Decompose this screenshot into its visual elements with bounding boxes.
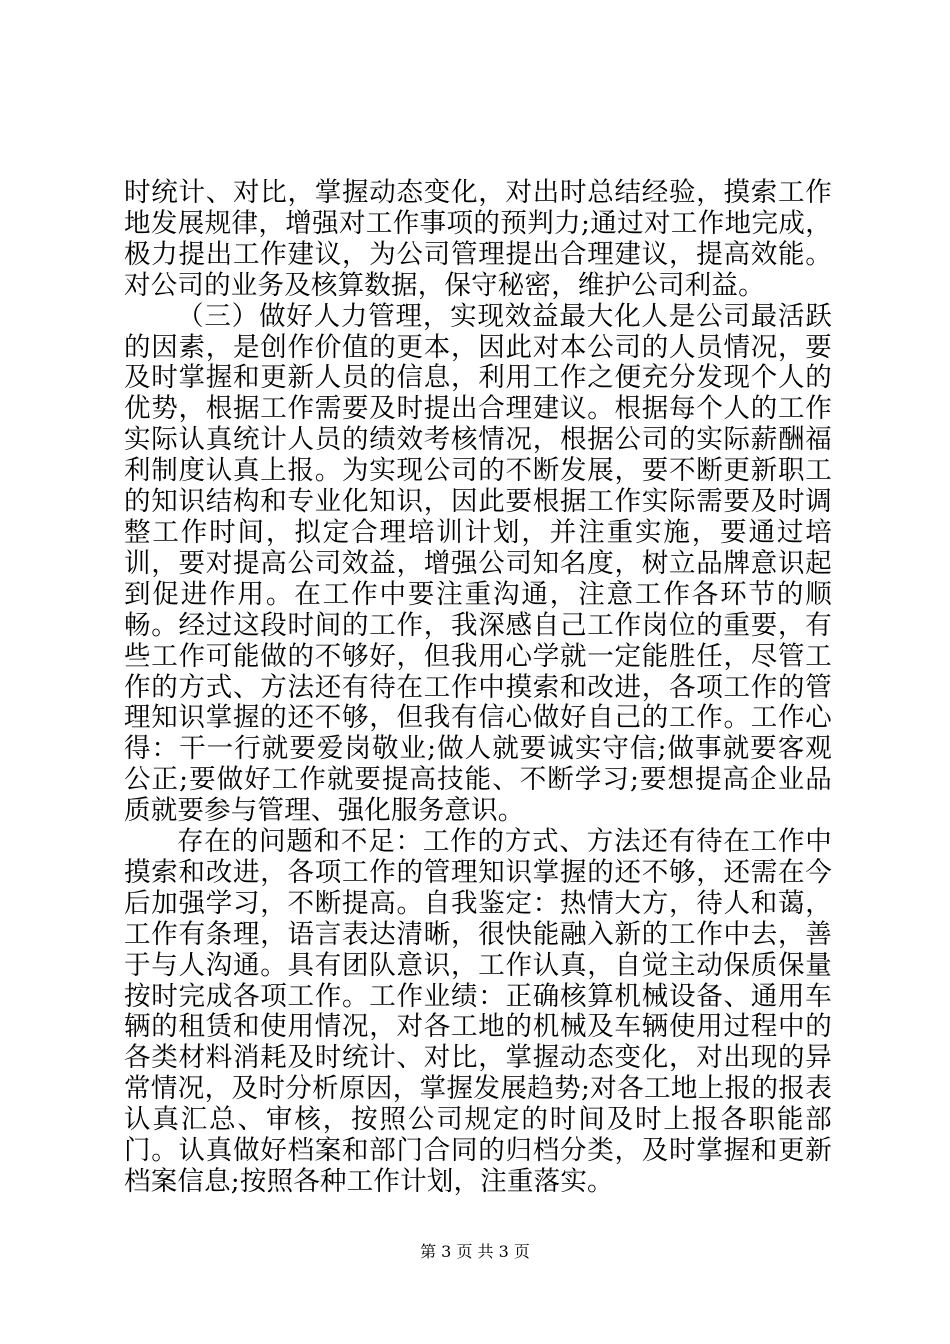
paragraph-1: 时统计、对比，掌握动态变化，对出时总结经验，摸索工作地发展规律，增强对工作事项的预判力;通过对工作地完成，极力提出工作建议，为公司管理提出合理建议，提高效能。对公司的业务及核算数据，保守秘密，维护公司利益。 [124,177,832,301]
page-footer: 第 3 页 共 3 页 [420,1242,530,1261]
paragraph-2: （三）做好人力管理，实现效益最大化人是公司最活跃的因素，是创作价值的更本，因此对本公司的人员情况，要及时掌握和更新人员的信息，利用工作之便充分发现个人的优势，根据工作需要及时提出合理建议。根据每个人的工作实际认真统计人员的绩效考核情况，根据公司的实际薪酬福利制度认真上报。为实现公司的不断发展，要不断更新职工的知识结构和专业化知识，因此要根据工作实际需要及时调整工作时间，拟定合理培训计划，并注重实施，要通过培训，要对提高公司效益，增强公司知名度，树立品牌意识起到促进作用。在工作中要注重沟通，注意工作各环节的顺畅。经过这段时间的工作，我深感自己工作岗位的重要，有些工作可能做的不够好，但我用心学就一定能胜任，尽管工作的方式、方法还有待在工作中摸索和改进，各项工作的管理知识掌握的还不够，但我有信心做好自己的工作。工作心得：干一行就要爱岗敬业;做人就要诚实守信;做事就要客观公正;要做好工作就要提高技能、不断学习;要想提高企业品质就要参与管理、强化服务意识。 [124,300,832,827]
paragraph-3: 存在的问题和不足：工作的方式、方法还有待在工作中摸索和改进，各项工作的管理知识掌握的还不够，还需在今后加强学习，不断提高。自我鉴定：热情大方，待人和蔼，工作有条理，语言表达清晰，很快能融入新的工作中去，善于与人沟通。具有团队意识，工作认真，自觉主动保质保量按时完成各项工作。工作业绩：正确核算机械设备、通用车辆的租赁和使用情况，对各工地的机械及车辆使用过程中的各类材料消耗及时统计、对比，掌握动态变化，对出现的异常情况，及时分析原因，掌握发展趋势;对各工地上报的报表认真汇总、审核，按照公司规定的时间及时上报各职能部门。认真做好档案和部门合同的归档分类，及时掌握和更新档案信息;按照各种工作计划，注重落实。 [124,826,832,1197]
document-body [124,178,832,1198]
